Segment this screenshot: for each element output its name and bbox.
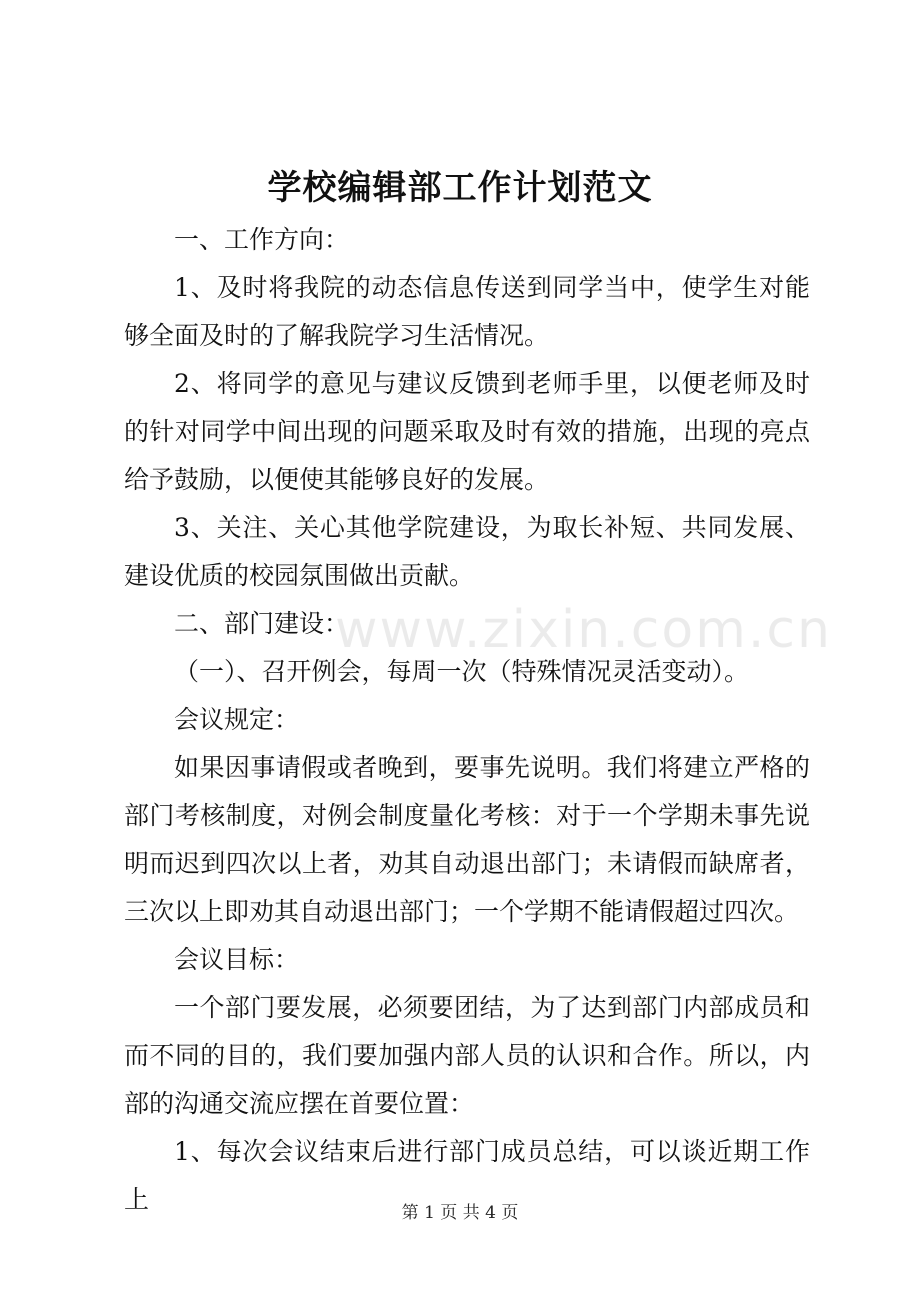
section-heading-department: 二、部门建设： <box>174 609 350 638</box>
document-body <box>124 216 810 1224</box>
page-footer: 第 1 页 共 4 页 <box>401 1203 519 1223</box>
meeting-goals-heading: 会议目标： <box>174 945 300 974</box>
section-heading-work-direction: 一、工作方向： <box>174 225 350 254</box>
meeting-rules-text: 如果因事请假或者晚到，要事先说明。我们将建立严格的部门考核制度，对例会制度量化考核：对于一个学期未事先说明而迟到四次以上者，劝其自动退出部门；未请假而缺席者，三次以上即劝其自动退出部门；一个学期不能请假超过四次。 <box>124 753 810 926</box>
paragraph-item-2: 2、将同学的意见与建议反馈到老师手里，以便老师及时的针对同学中间出现的问题采取及时有效的措施，出现的亮点给予鼓励，以便使其能够良好的发展。 <box>124 369 810 494</box>
paragraph-item-1: 1、及时将我院的动态信息传送到同学当中，使学生对能够全面及时的了解我院学习生活情况。 <box>124 273 810 350</box>
document-title: 学校编辑部工作计划范文 <box>267 168 653 208</box>
goal-item-1: 1、每次会议结束后进行部门成员总结，可以谈近期工作上 <box>124 1137 810 1214</box>
subsection-meeting: （一）、召开例会，每周一次（特殊情况灵活变动）。 <box>174 657 750 686</box>
meeting-rules-heading: 会议规定： <box>174 705 300 734</box>
meeting-goals-text: 一个部门要发展，必须要团结，为了达到部门内部成员和而不同的目的，我们要加强内部人员的认识和合作。所以，内部的沟通交流应摆在首要位置： <box>124 993 810 1118</box>
watermark: www.zixin.com.cn <box>335 600 832 660</box>
paragraph-item-3: 3、关注、关心其他学院建设，为取长补短、共同发展、建设优质的校园氛围做出贡献。 <box>124 513 810 590</box>
